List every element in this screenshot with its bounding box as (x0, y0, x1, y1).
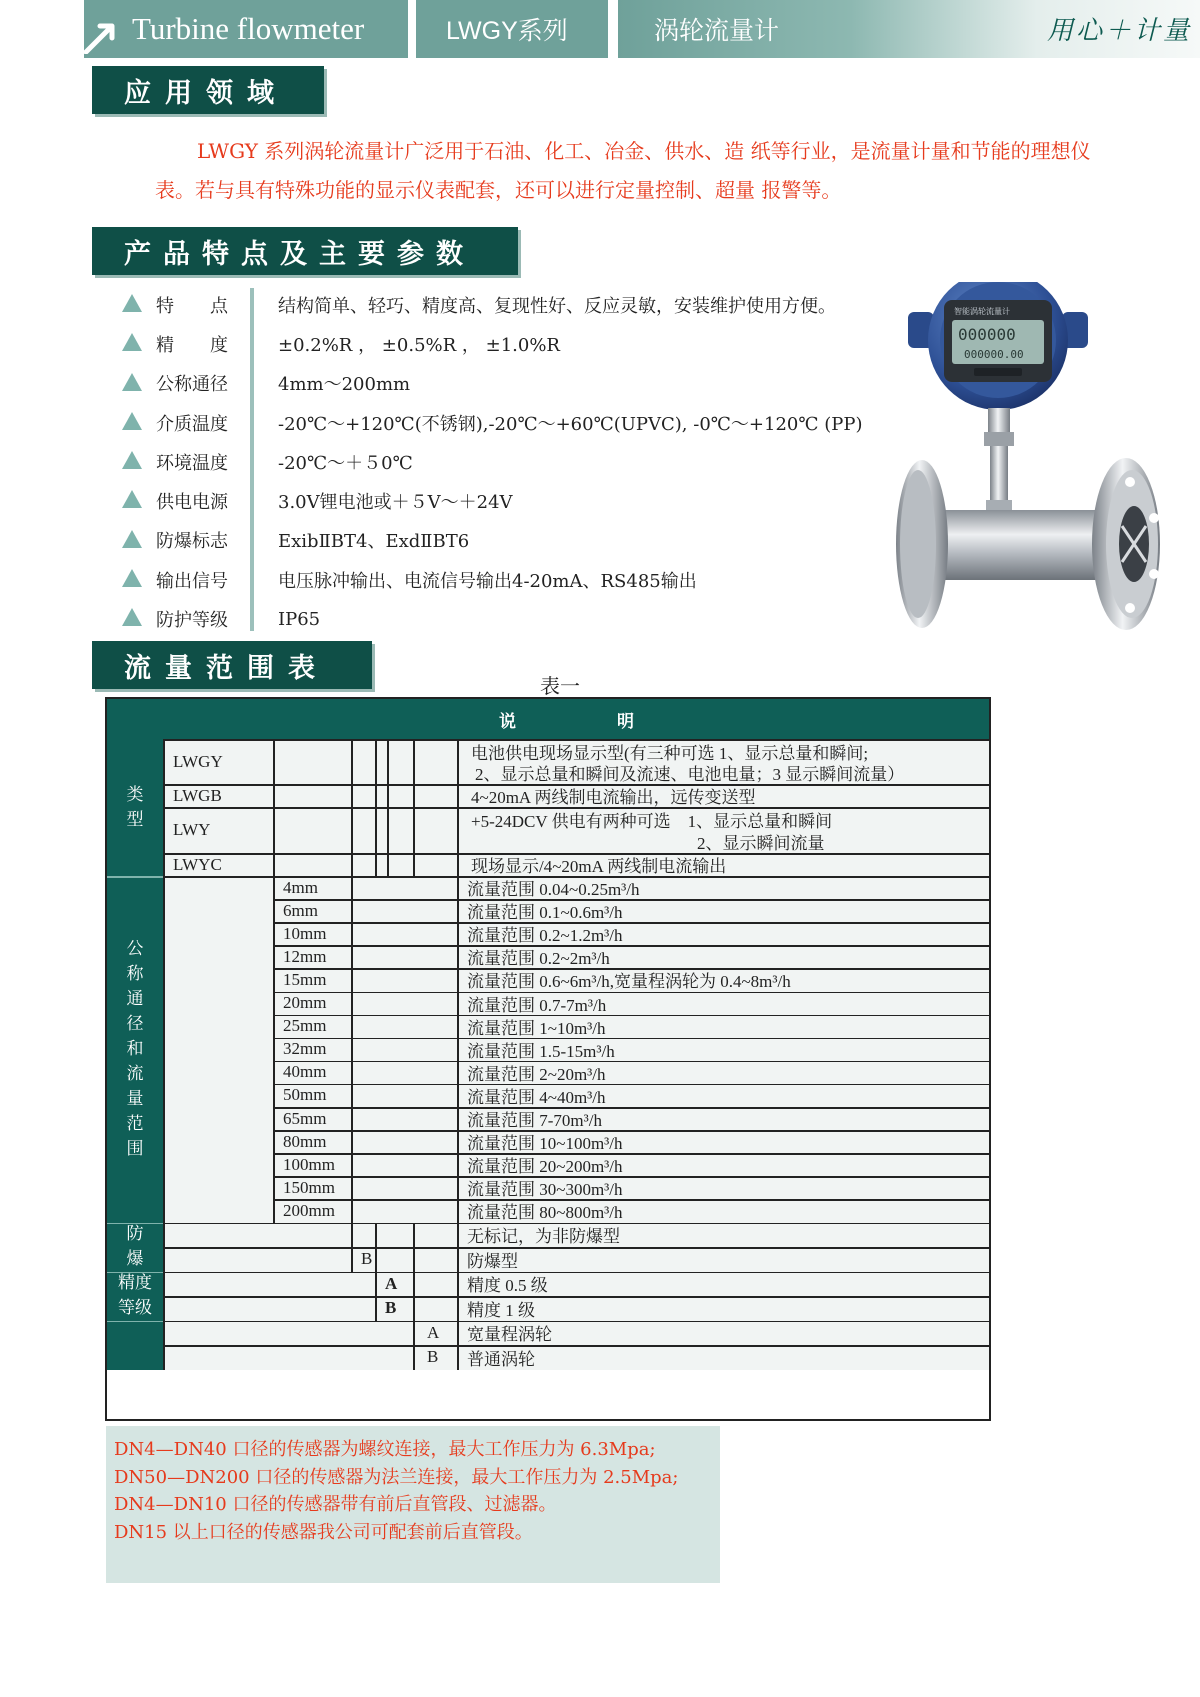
installation-notes (106, 1426, 720, 1583)
size-dn: 25mm (283, 1016, 327, 1036)
size-dn: 65mm (283, 1108, 327, 1128)
turbine-code: A (427, 1322, 440, 1342)
note-line: DN50—DN200 口径的传感器为法兰连接，最大工作压力为 2.5Mpa; (114, 1466, 679, 1488)
accuracy-code: B (385, 1298, 397, 1318)
param-value: ExibⅡBT4、ExdⅡBT6 (278, 531, 470, 553)
size-range: 流量范围 10~100m³/h (467, 1134, 623, 1154)
header-series-text: LWGY系列 (446, 17, 568, 45)
arrow-icon (84, 14, 118, 54)
header-title-en-text: Turbine flowmeter (132, 11, 365, 46)
size-range: 流量范围 0.2~2m³/h (467, 949, 610, 969)
param-label: 防爆标志 (156, 531, 228, 553)
param-label: 介质温度 (156, 413, 228, 435)
group-label-dn-char: 范 (126, 1113, 144, 1134)
table-col-line (457, 739, 459, 1370)
param-value: ±0.2%R ， ±0.5%R ， ±1.0%R (278, 334, 560, 356)
size-range: 流量范围 30~300m³/h (467, 1180, 623, 1200)
turbine-flowmeter-image (878, 282, 1178, 652)
size-range: 流量范围 0.6~6m³/h,宽量程涡轮为 0.4~8m³/h (467, 972, 791, 992)
param-value: -20℃～+120℃(不锈钢),-20℃～+60℃(UPVC), -0℃～+120℃ (PP) (278, 413, 863, 435)
section-title-flow-table: 流量范围表 (92, 641, 372, 689)
group-label-dn (107, 876, 163, 1223)
triangle-icon (122, 333, 142, 351)
param-value: -20℃～＋５0℃ (278, 452, 413, 474)
param-value: 结构简单、轻巧、精度高、复现性好、反应灵敏，安装维护使用方便。 (278, 295, 836, 317)
triangle-icon (122, 373, 142, 391)
type-code: LWGY (173, 751, 223, 771)
type-desc: 电池供电现场显示型(有三种可选 1、显示总量和瞬间; (471, 743, 869, 763)
explosion-desc: 无标记，为非防爆型 (467, 1227, 620, 1247)
group-label-explosion-char: 爆 (126, 1249, 144, 1269)
size-range: 流量范围 0.2~1.2m³/h (467, 926, 623, 946)
param-label: 精 度 (156, 334, 228, 356)
size-range: 流量范围 4~40m³/h (467, 1087, 606, 1107)
intro-paragraph: LWGY 系列涡轮流量计广泛用于石油、化工、冶金、供水、造 纸等行业，是流量计量和节能的理想仪表。若与具有特殊功能的显示仪表配套，还可以进行定量控制、超量 报警等。 (155, 139, 1091, 202)
size-dn: 100mm (283, 1154, 335, 1174)
triangle-icon (122, 490, 142, 508)
group-label-type-char: 型 (126, 809, 144, 830)
size-range: 流量范围 1.5-15m³/h (467, 1041, 615, 1061)
group-label-dn-char: 流 (126, 1063, 144, 1084)
param-value: 电压脉冲输出、电流信号输出4-20mA、RS485输出 (278, 570, 697, 592)
note-line: DN15 以上口径的传感器我公司可配套前后直管段。 (114, 1521, 533, 1543)
group-label-accuracy-char: 等级 (118, 1298, 152, 1318)
size-range: 流量范围 0.1~0.6m³/h (467, 903, 623, 923)
group-label-type-char: 类 (126, 784, 144, 805)
size-range: 流量范围 0.04~0.25m³/h (467, 880, 640, 900)
param-list (122, 285, 912, 639)
param-label: 特 点 (156, 295, 228, 317)
param-label: 公称通径 (156, 374, 228, 396)
type-code: LWYC (173, 854, 222, 874)
explosion-code (361, 1223, 381, 1248)
triangle-icon (122, 608, 142, 626)
table-col-line (273, 739, 275, 876)
table-col-line (413, 1223, 415, 1370)
header-title-cn-text: 涡轮流量计 (654, 17, 780, 45)
table-col-line (163, 739, 165, 1370)
device-label: 智能涡轮流量计 (954, 307, 1010, 316)
size-range: 流量范围 80~800m³/h (467, 1203, 623, 1223)
group-separator (107, 876, 163, 878)
type-desc: 4~20mA 两线制电流输出，远传变送型 (471, 788, 756, 807)
param-row (122, 364, 912, 403)
param-value: 4mm～200mm (278, 374, 411, 396)
table-col-line (413, 739, 415, 876)
param-row (122, 324, 912, 363)
size-range: 流量范围 1~10m³/h (467, 1018, 606, 1038)
type-desc: +5-24DCV 供电有两种可选 1、显示总量和瞬间 (471, 812, 833, 831)
table-header (107, 699, 989, 739)
table-header-right: 明 (617, 711, 634, 732)
size-range: 流量范围 7-70m³/h (467, 1111, 602, 1131)
param-value: IP65 (278, 608, 321, 630)
explosion-desc: 防爆型 (467, 1251, 518, 1271)
param-row (122, 521, 912, 560)
param-row (122, 442, 912, 481)
size-dn: 40mm (283, 1062, 327, 1082)
size-dn: 15mm (283, 969, 327, 989)
header-slogan: 用心＋计量 (1046, 16, 1192, 46)
turbine-desc: 宽量程涡轮 (467, 1325, 552, 1345)
group-label-accuracy (107, 1272, 163, 1321)
table-col-line (387, 739, 389, 876)
group-label-explosion-char: 防 (126, 1224, 144, 1244)
group-label-explosion (107, 1223, 163, 1272)
size-range: 流量范围 0.7-7m³/h (467, 995, 607, 1015)
param-row (122, 285, 912, 324)
param-row (122, 560, 912, 599)
section-title-application: 应用领域 (92, 66, 324, 114)
accuracy-code: A (385, 1273, 398, 1293)
group-label-dn-char: 径 (126, 1013, 144, 1034)
param-row (122, 481, 912, 520)
lcd-digits: 000000 (958, 325, 1016, 344)
size-dn: 12mm (283, 946, 327, 966)
param-label: 环境温度 (156, 452, 228, 474)
triangle-icon (122, 451, 142, 469)
group-label-type (107, 739, 163, 876)
header-title-en (84, 0, 408, 58)
param-label: 供电电源 (156, 492, 228, 514)
size-dn: 150mm (283, 1177, 335, 1197)
group-label-dn-char: 量 (126, 1088, 144, 1109)
accuracy-desc: 精度 0.5 级 (467, 1276, 548, 1296)
size-range: 流量范围 20~200m³/h (467, 1157, 623, 1177)
triangle-icon (122, 530, 142, 548)
section-title-features: 产品特点及主要参数 (92, 227, 518, 275)
size-range: 流量范围 2~20m³/h (467, 1064, 606, 1084)
size-dn: 20mm (283, 993, 327, 1013)
triangle-icon (122, 294, 142, 312)
header-series (416, 0, 608, 58)
table-col-line (375, 739, 377, 876)
note-line: DN4—DN40 口径的传感器为螺纹连接，最大工作压力为 6.3Mpa; (114, 1439, 656, 1460)
turbine-code: B (427, 1347, 439, 1367)
turbine-desc: 普通涡轮 (467, 1349, 535, 1369)
table-caption: 表一 (540, 674, 580, 698)
group-separator (107, 1223, 163, 1225)
group-label-dn-char: 公 (126, 938, 144, 959)
type-desc: 现场显示/4~20mA 两线制电流输出 (471, 857, 727, 876)
group-label-accuracy-char: 精度 (118, 1273, 152, 1293)
type-code: LWY (173, 820, 211, 839)
group-label-dn-char: 称 (126, 963, 144, 984)
size-dn: 32mm (283, 1039, 327, 1059)
flow-range-table (105, 697, 991, 1421)
type-desc-line2: 2、显示总量和瞬间及流速、电池电量；3 显示瞬间流量） (475, 765, 905, 785)
triangle-icon (122, 412, 142, 430)
lcd-sub: 000000.00 (964, 348, 1024, 361)
size-dn: 4mm (283, 877, 318, 897)
explosion-code: B (361, 1249, 373, 1269)
group-label-dn-char: 围 (126, 1138, 144, 1159)
group-label-dn-char: 和 (126, 1038, 144, 1059)
group-label-dn-char: 通 (126, 988, 144, 1009)
triangle-icon (122, 569, 142, 587)
accuracy-desc: 精度 1 级 (467, 1300, 535, 1320)
param-value: 3.0V锂电池或＋５V～＋24V (278, 492, 513, 514)
size-dn: 50mm (283, 1085, 327, 1105)
table-header-left: 说 (499, 711, 516, 732)
param-label: 输出信号 (156, 570, 228, 592)
param-row (122, 599, 912, 638)
size-dn: 200mm (283, 1200, 335, 1220)
param-row (122, 403, 912, 442)
type-desc-line2: 2、显示瞬间流量 (697, 834, 825, 853)
type-code: LWGB (173, 785, 222, 805)
group-separator (107, 1272, 163, 1274)
size-dn: 10mm (283, 923, 327, 943)
param-label: 防护等级 (156, 610, 228, 632)
note-line: DN4—DN10 口径的传感器带有前后直管段、过滤器。 (114, 1494, 557, 1515)
size-dn: 80mm (283, 1131, 327, 1151)
group-separator (107, 1321, 163, 1323)
size-dn: 6mm (283, 900, 318, 920)
